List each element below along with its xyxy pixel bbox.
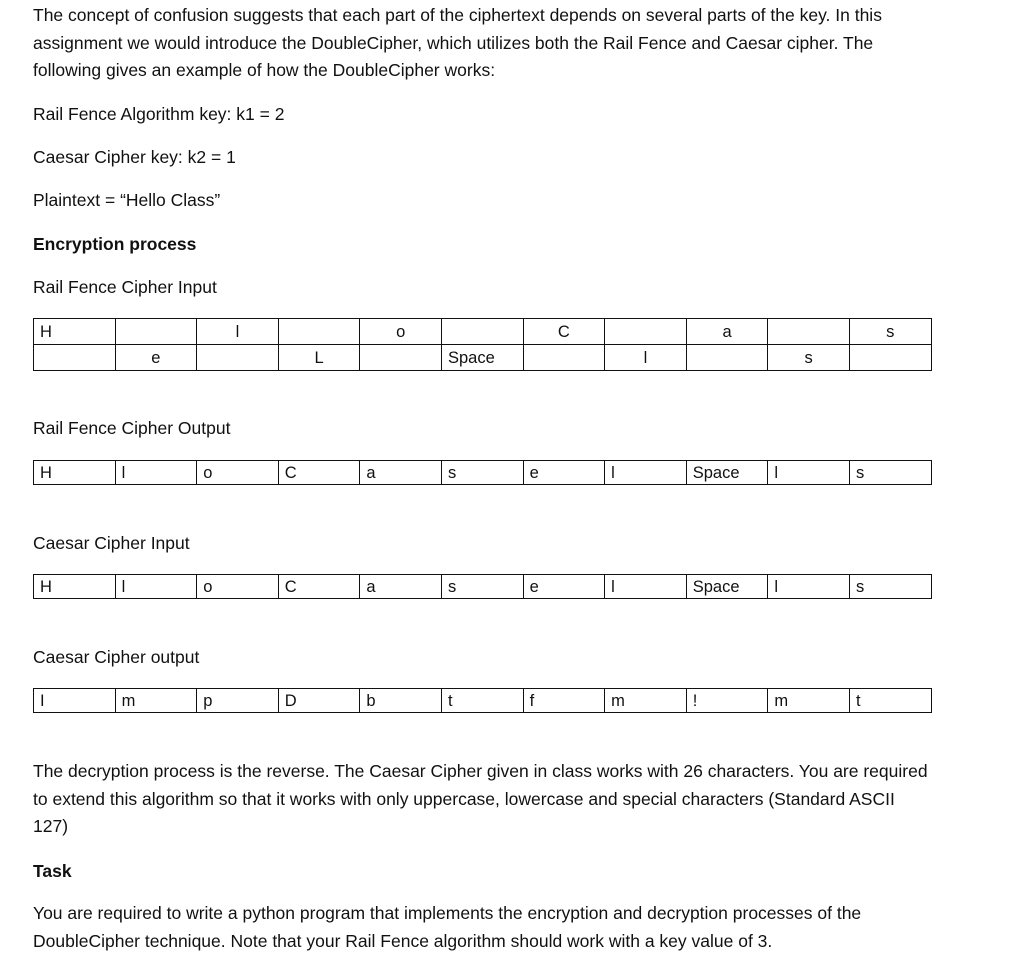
table-cell	[768, 319, 850, 345]
table-cell: s	[768, 345, 850, 371]
table-cell	[278, 319, 360, 345]
table-cell: l	[115, 575, 197, 599]
intro-paragraph: The concept of confusion suggests that each part of the ciphertext depends on several parts of the key. In this assignment we would introduce the DoubleCipher, which utilizes both the Rail Fence and Caesar cipher. The following gives an example of how the DoubleCipher works:	[33, 5, 882, 81]
table-cell: l	[605, 575, 687, 599]
encryption-heading: Encryption process	[33, 234, 197, 254]
table-cell: s	[441, 461, 523, 485]
table-cell: l	[197, 319, 279, 345]
table-cell: Space	[686, 575, 768, 599]
caesar-key: Caesar Cipher key: k2 = 1	[33, 147, 236, 167]
rail-output-table	[33, 460, 932, 485]
table-cell: a	[360, 575, 442, 599]
table-row	[34, 689, 932, 713]
table-cell: I	[34, 689, 116, 713]
table-cell: H	[34, 319, 116, 345]
table-cell	[360, 345, 442, 371]
table-cell: s	[849, 461, 931, 485]
table-cell: l	[605, 345, 687, 371]
table-cell: o	[197, 461, 279, 485]
table-cell: l	[768, 461, 850, 485]
plaintext-line: Plaintext = “Hello Class”	[33, 190, 221, 210]
table-cell	[197, 345, 279, 371]
table-cell: t	[849, 689, 931, 713]
table-cell	[115, 319, 197, 345]
table-cell: L	[278, 345, 360, 371]
table-cell	[34, 345, 116, 371]
table-row	[34, 461, 932, 485]
table-cell: C	[278, 575, 360, 599]
table-row	[34, 575, 932, 599]
table-cell: C	[278, 461, 360, 485]
table-cell: f	[523, 689, 605, 713]
table-cell: o	[360, 319, 442, 345]
table-cell: m	[115, 689, 197, 713]
table-cell: m	[605, 689, 687, 713]
rail-fence-key: Rail Fence Algorithm key: k1 = 2	[33, 104, 285, 124]
decryption-paragraph: The decryption process is the reverse. The Caesar Cipher given in class works with 26 characters. You are required to extend this algorithm so that it works with only uppercase, lowercase and special characters (Standard ASCII 127)	[33, 761, 928, 837]
table-cell: D	[278, 689, 360, 713]
task-heading: Task	[33, 861, 72, 881]
table-cell: H	[34, 461, 116, 485]
table-cell: l	[605, 461, 687, 485]
caesar-output-table	[33, 688, 932, 713]
caesar-input-table	[33, 574, 932, 599]
table-cell: p	[197, 689, 279, 713]
caesar-input-label: Caesar Cipher Input	[33, 533, 190, 553]
table-cell: Space	[686, 461, 768, 485]
caesar-output-label: Caesar Cipher output	[33, 647, 200, 667]
table-cell	[686, 345, 768, 371]
table-cell: s	[849, 319, 931, 345]
table-cell: t	[441, 689, 523, 713]
table-cell: b	[360, 689, 442, 713]
table-cell: m	[768, 689, 850, 713]
table-cell	[605, 319, 687, 345]
rail-input-label: Rail Fence Cipher Input	[33, 277, 217, 297]
table-cell: e	[115, 345, 197, 371]
table-cell: e	[523, 575, 605, 599]
rail-output-label: Rail Fence Cipher Output	[33, 418, 231, 438]
table-cell: Space	[441, 345, 523, 371]
task-paragraph: You are required to write a python program that implements the encryption and decryption processes of the DoubleCipher technique. Note that your Rail Fence algorithm should work with a key value of 3.	[33, 903, 862, 951]
table-cell: l	[115, 461, 197, 485]
table-cell: o	[197, 575, 279, 599]
table-cell: l	[768, 575, 850, 599]
table-row	[34, 319, 932, 345]
rail-input-table	[33, 318, 932, 371]
table-cell: e	[523, 461, 605, 485]
table-cell: C	[523, 319, 605, 345]
table-cell	[849, 345, 931, 371]
table-cell	[441, 319, 523, 345]
table-cell: s	[849, 575, 931, 599]
table-cell	[523, 345, 605, 371]
table-cell: a	[360, 461, 442, 485]
table-cell: !	[686, 689, 768, 713]
table-cell: a	[686, 319, 768, 345]
table-cell: s	[441, 575, 523, 599]
table-cell: H	[34, 575, 116, 599]
table-row	[34, 345, 932, 371]
